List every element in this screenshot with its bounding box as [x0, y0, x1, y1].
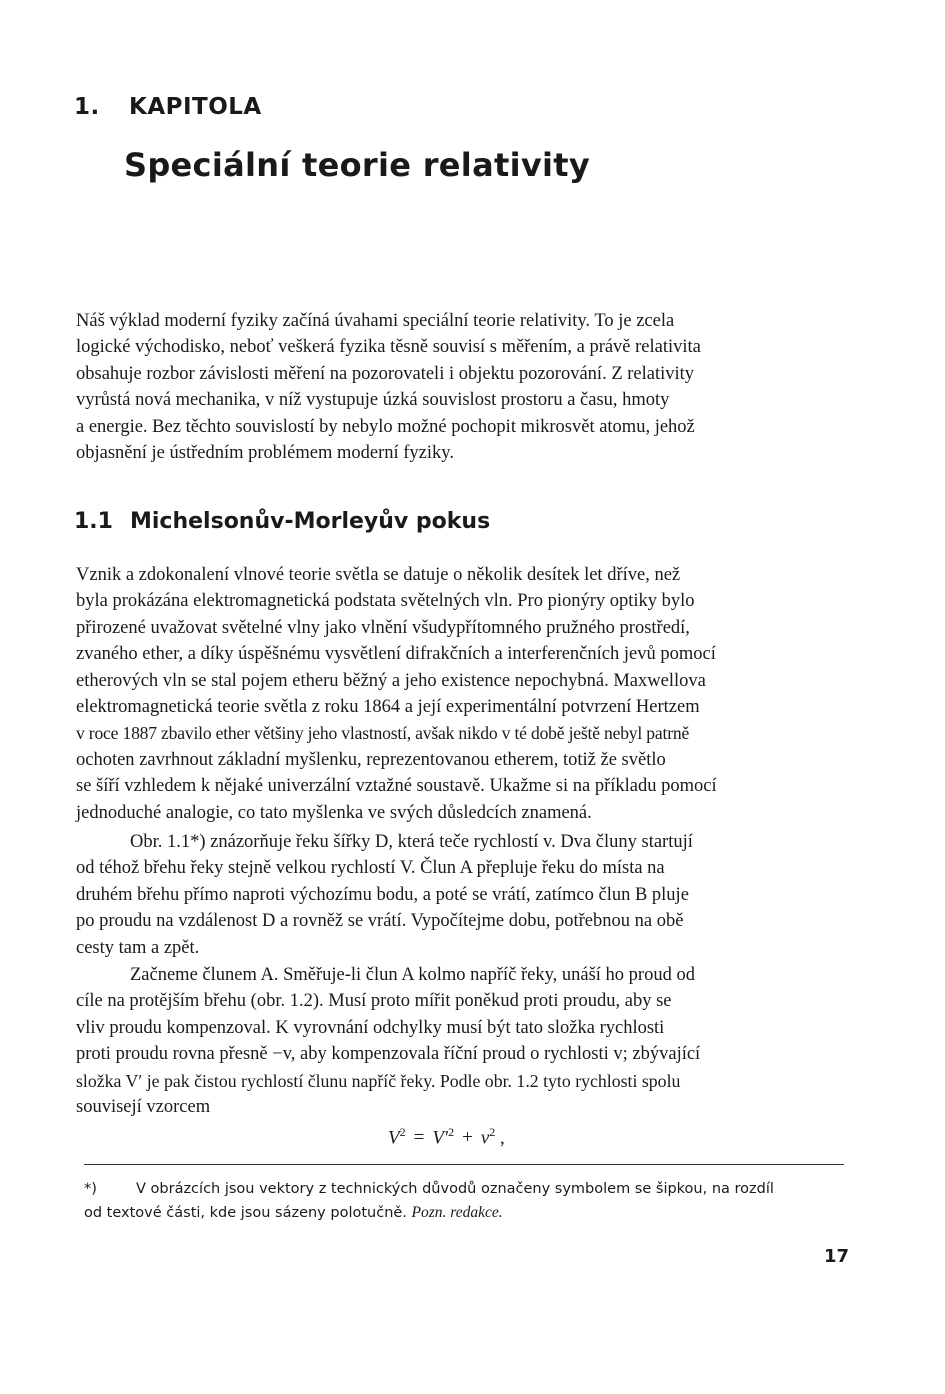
text-line: obsahuje rozbor závislosti měření na pozorovateli i objektu pozorování. Z relativity	[76, 363, 695, 384]
chapter-word: KAPITOLA	[129, 94, 262, 120]
intro-paragraph	[76, 308, 840, 466]
chapter-number: 1.	[74, 94, 100, 120]
footnote-editor-note: Pozn. redakce.	[411, 1204, 503, 1221]
text-line: přirozené uvažovat světelné vlny jako vlnění všudypřítomného pružného prostředí,	[76, 617, 690, 638]
text-line: v roce 1887 zbavilo ether většiny jeho vlastností, avšak nikdo v té době ještě nebyl patrně	[76, 723, 690, 744]
text-line: Začneme člunem A. Směřuje-li člun A kolmo napříč řeky, unáší ho proud od	[130, 965, 695, 985]
footnote	[84, 1178, 844, 1225]
footnote-text-2: od textové části, kde jsou sázeny polotučně.	[84, 1205, 407, 1221]
text-line: cíle na protějším břehu (obr. 1.2). Musí proto mířit poněkud proti proudu, aby se	[76, 991, 672, 1012]
chapter-title: Speciální teorie relativity	[124, 146, 591, 184]
equation-equals: =	[413, 1127, 425, 1149]
text-line: logické východisko, neboť veškerá fyzika těsně souvisí s měřením, a právě relativita	[76, 337, 701, 358]
equation-tail: ,	[495, 1127, 505, 1149]
section-heading	[74, 509, 490, 534]
chapter-label	[74, 94, 262, 120]
text-line: od téhož břehu řeky stejně velkou rychlostí V. Člun A přepluje řeku do místa na	[76, 858, 665, 879]
text-line: a energie. Bez těchto souvislostí by nebylo možné pochopit mikrosvět atomu, jehož	[76, 416, 695, 437]
text-line: ochoten zavrhnout základní myšlenku, reprezentovanou etherem, totiž že světlo	[76, 749, 666, 770]
equation-term-2: v	[480, 1127, 490, 1149]
text-line: cesty tam a zpět.	[76, 937, 200, 958]
equation-exponent: 2	[399, 1125, 406, 1139]
text-line: etherových vln se stal pojem etheru běžný a jeho existence nepochybná. Maxwellova	[76, 670, 706, 691]
page-number: 17	[824, 1246, 850, 1267]
text-line: souvisejí vzorcem	[76, 1097, 211, 1118]
footnote-divider	[84, 1164, 844, 1165]
text-line: elektromagnetická teorie světla z roku 1864 a její experimentální potvrzení Hertzem	[76, 697, 700, 718]
text-line: zvaného ether, a díky úspěšnému vysvětlení difrakčních a interferenčních jevů pomocí	[76, 644, 716, 665]
equation	[388, 1125, 505, 1149]
text-line: vyrůstá nová mechanika, v níž vystupuje úzká souvislost prostoru a času, hmoty	[76, 390, 670, 411]
section-title: Michelsonův-Morleyův pokus	[130, 509, 491, 534]
equation-term-1: V′	[432, 1127, 449, 1149]
text-line: složka V′ je pak čistou rychlostí člunu napříč řeky. Podle obr. 1.2 tyto rychlosti spolu	[76, 1070, 681, 1091]
equation-plus: +	[462, 1127, 473, 1149]
text-line: byla prokázána elektromagnetická podstata světelných vln. Pro pionýry optiky bylo	[76, 591, 695, 612]
equation-exponent: 2	[489, 1125, 496, 1139]
text-line: se šíří vzhledem k nějaké univerzální vztažné soustavě. Ukažme si na příkladu pomocí	[76, 776, 717, 797]
text-line: jednoduché analogie, co tato myšlenka ve svých důsledcích znamená.	[76, 802, 592, 823]
text-line: Obr. 1.1*) znázorňuje řeku šířky D, která teče rychlostí v. Dva čluny startují	[130, 832, 693, 852]
body-paragraph-2	[76, 829, 840, 961]
text-line: druhém břehu přímo naproti výchozímu bodu, a poté se vrátí, zatímco člun B pluje	[76, 884, 689, 905]
body-paragraph-1	[76, 562, 840, 826]
equation-exponent: 2	[448, 1125, 455, 1139]
text-line: Vznik a zdokonalení vlnové teorie světla se datuje o několik desítek let dříve, než	[76, 565, 681, 585]
equation-lhs: V	[388, 1127, 400, 1149]
body-paragraph-3	[76, 962, 840, 1120]
text-line: Náš výklad moderní fyziky začíná úvahami speciální teorie relativity. To je zcela	[76, 311, 675, 331]
text-line: proti proudu rovna přesně −v, aby kompenzovala říční proud o rychlosti v; zbývající	[76, 1044, 701, 1065]
footnote-mark: *)	[84, 1181, 97, 1197]
footnote-text: V obrázcích jsou vektory z technických důvodů označeny symbolem se šipkou, na rozdíl	[136, 1181, 774, 1197]
section-number: 1.1	[74, 509, 113, 534]
text-line: objasnění je ústředním problémem moderní fyziky.	[76, 443, 454, 464]
text-line: vliv proudu kompenzoval. K vyrovnání odchylky musí být tato složka rychlosti	[76, 1017, 665, 1038]
text-line: po proudu na vzdálenost D a rovněž se vrátí. Vypočítejme dobu, potřebnou na obě	[76, 911, 684, 932]
